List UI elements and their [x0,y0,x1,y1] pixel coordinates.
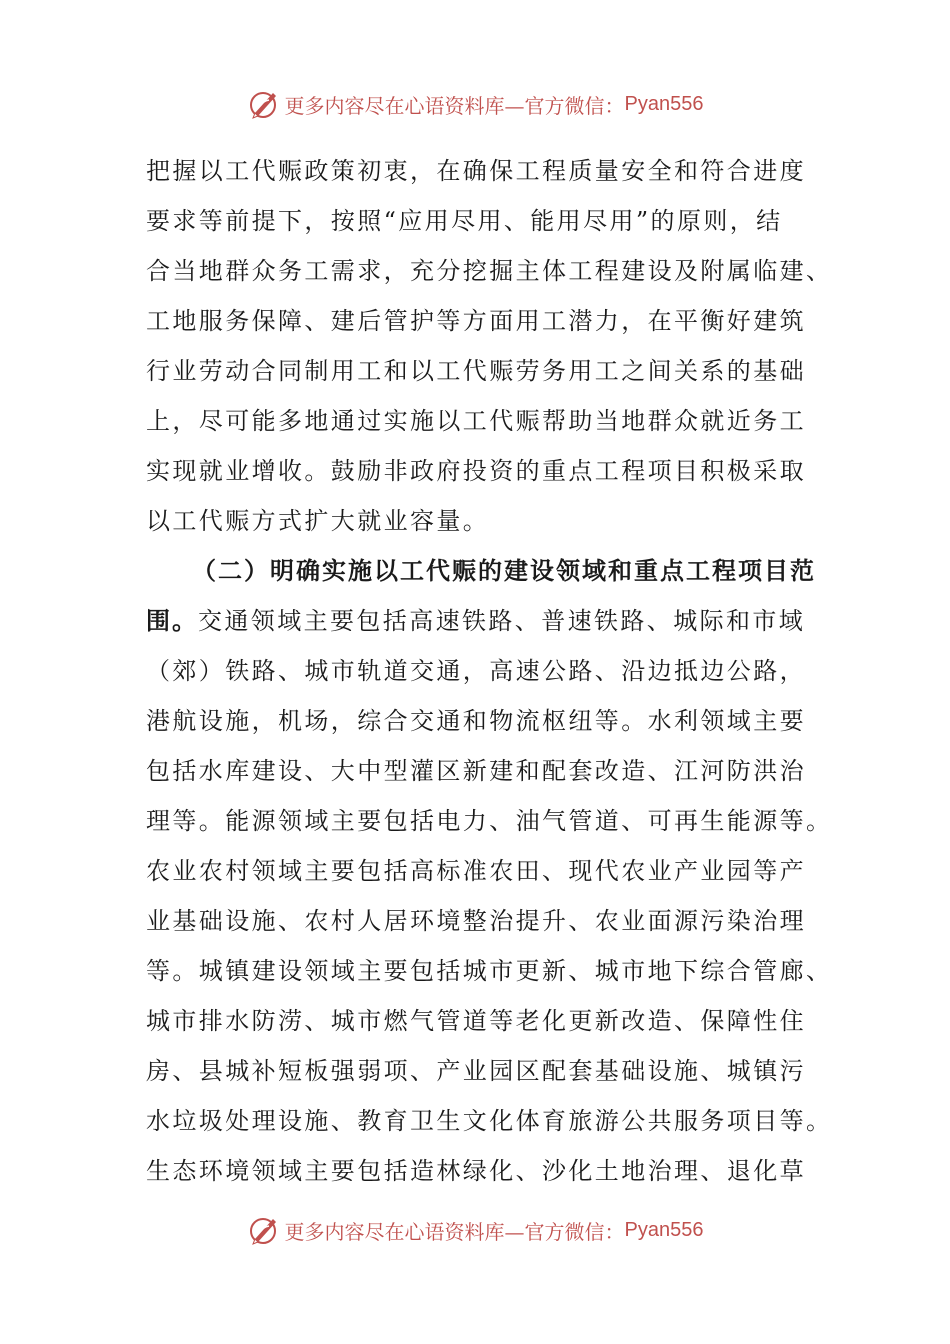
text-line: 合当地群众务工需求，充分挖掘主体工程建设及附属临建、 [146,257,833,285]
text-line: 理等。能源领域主要包括电力、油气管道、可再生能源等。 [146,807,833,835]
text-line: 以工代赈方式扩大就业容量。 [146,507,490,535]
pen-logo-icon [247,87,281,121]
text-line-rest: 交通领域主要包括高速铁路、普速铁路、城际和市域 [198,607,806,635]
section-heading: （二）明确实施以工代赈的建设领域和重点工程项目范 [192,556,816,585]
text-line: 城市排水防涝、城市燃气管道等老化更新改造、保障性住 [146,1007,806,1035]
text-line: 等。城镇建设领域主要包括城市更新、城市地下综合管廊、 [146,957,833,985]
watermark-id: Pyan556 [624,92,704,115]
text-line: 包括水库建设、大中型灌区新建和配套改造、江河防洪治 [146,757,806,785]
watermark-id: Pyan556 [624,1218,704,1241]
watermark-text: 更多内容尽在心语资料库—官方微信： [284,1219,625,1244]
pen-logo-icon [247,1213,281,1247]
text-line: 要求等前提下，按照“应用尽用、能用尽用”的原则，结 [146,207,783,235]
text-line: 行业劳动合同制用工和以工代赈劳务用工之间关系的基础 [146,357,806,385]
header-watermark [0,86,950,122]
text-line: （郊）铁路、城市轨道交通，高速公路、沿边抵边公路， [146,657,806,685]
document-body [146,146,833,1196]
text-line [146,596,810,646]
section-heading-tail: 围。 [146,606,198,635]
text-line: 实现就业增收。鼓励非政府投资的重点工程项目积极采取 [146,457,806,485]
paragraph-2 [146,546,833,1196]
footer-watermark [0,1212,950,1248]
text-line: 工地服务保障、建后管护等方面用工潜力，在平衡好建筑 [146,307,806,335]
text-line: 农业农村领域主要包括高标准农田、现代农业产业园等产 [146,857,806,885]
text-line: 把握以工代赈政策初衷，在确保工程质量安全和符合进度 [146,157,806,185]
text-line: 水垃圾处理设施、教育卫生文化体育旅游公共服务项目等。 [146,1107,833,1135]
text-line: 上，尽可能多地通过实施以工代赈帮助当地群众就近务工 [146,407,806,435]
watermark-text: 更多内容尽在心语资料库—官方微信： [284,93,625,118]
paragraph-1 [146,146,833,546]
text-line: 生态环境领域主要包括造林绿化、沙化土地治理、退化草 [146,1157,806,1185]
text-line: 房、县城补短板强弱项、产业园区配套基础设施、城镇污 [146,1057,806,1085]
text-line: 港航设施，机场，综合交通和物流枢纽等。水利领域主要 [146,707,806,735]
text-line: 业基础设施、农村人居环境整治提升、农业面源污染治理 [146,907,806,935]
